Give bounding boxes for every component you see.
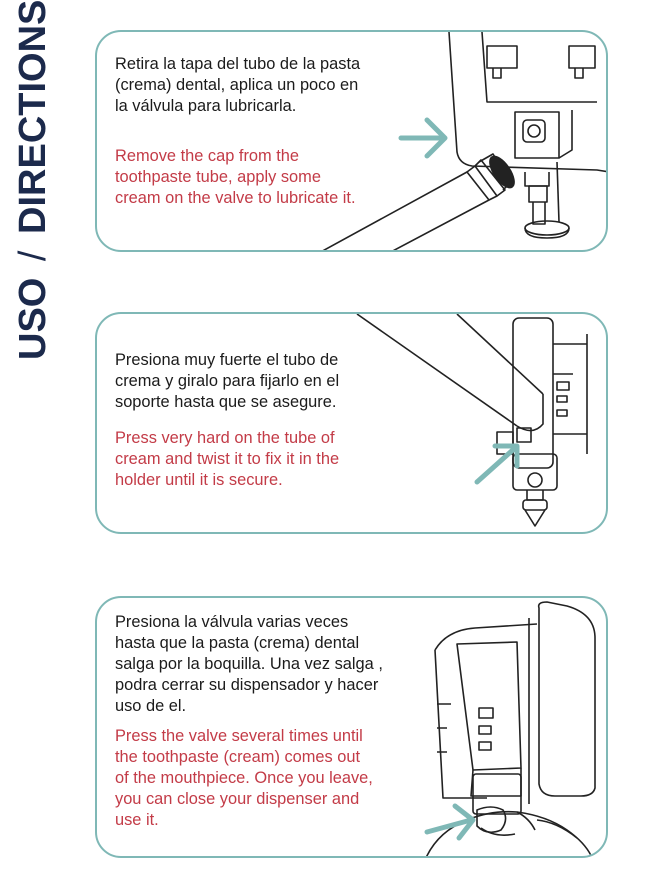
step-2-en-line: Press very hard on the tube of (115, 429, 335, 447)
step-3-illustration (417, 598, 608, 858)
step-2-es-line: crema y giralo para fijarlo en el (115, 372, 340, 390)
step-1-illustration (297, 32, 608, 252)
step-3-es-line: salga por la boquilla. Una vez salga , (115, 655, 383, 673)
step-3-spanish (115, 612, 383, 717)
side-title (2, 0, 54, 360)
side-title-svg (2, 0, 54, 360)
step-1-en-line: Remove the cap from the (115, 147, 300, 165)
step-2-es-line: Presiona muy fuerte el tubo de (115, 351, 339, 369)
step-2-en-line: holder until it is secure. (115, 471, 283, 489)
title-slash: / (12, 250, 54, 262)
step-3-es-line: Presiona la válvula varias veces (115, 613, 349, 631)
step-3-en-line: of the mouthpiece. Once you leave, (115, 769, 373, 787)
step-1-en-line: toothpaste tube, apply some (115, 168, 321, 186)
step-3-en-line: use it. (115, 811, 159, 829)
step-2-en-line: cream and twist it to fix it in the (115, 450, 340, 468)
step-2-spanish (115, 350, 339, 413)
step-3-en-line: the toothpaste (cream) comes out (115, 748, 361, 766)
step-3-es-line: uso de el. (115, 697, 187, 715)
step-3-en-line: you can close your dispenser and (115, 790, 360, 808)
step-1-panel (95, 30, 608, 252)
step-3-english (115, 726, 373, 831)
step-1-en-line: cream on the valve to lubricate it. (115, 189, 356, 207)
step-1-es-line: Retira la tapa del tubo de la pasta (115, 55, 361, 73)
step-3-es-line: podra cerrar su dispensador y hacer (115, 676, 379, 694)
step-1-es-line: la válvula para lubricarla. (115, 97, 297, 115)
step-1-es-line: (crema) dental, aplica un poco en (115, 76, 359, 94)
step-3-es-line: hasta que la pasta (crema) dental (115, 634, 360, 652)
step-2-english (115, 428, 339, 491)
step-3-en-line: Press the valve several times until (115, 727, 363, 745)
title-directions: DIRECTIONS (12, 0, 54, 234)
step-2-illustration (347, 314, 608, 534)
title-uso: USO (12, 277, 54, 360)
step-2-es-line: soporte hasta que se asegure. (115, 393, 337, 411)
svg-text:USO / DIRECTIO (12, 0, 54, 360)
step-3-panel (95, 596, 608, 858)
step-2-panel (95, 312, 608, 534)
